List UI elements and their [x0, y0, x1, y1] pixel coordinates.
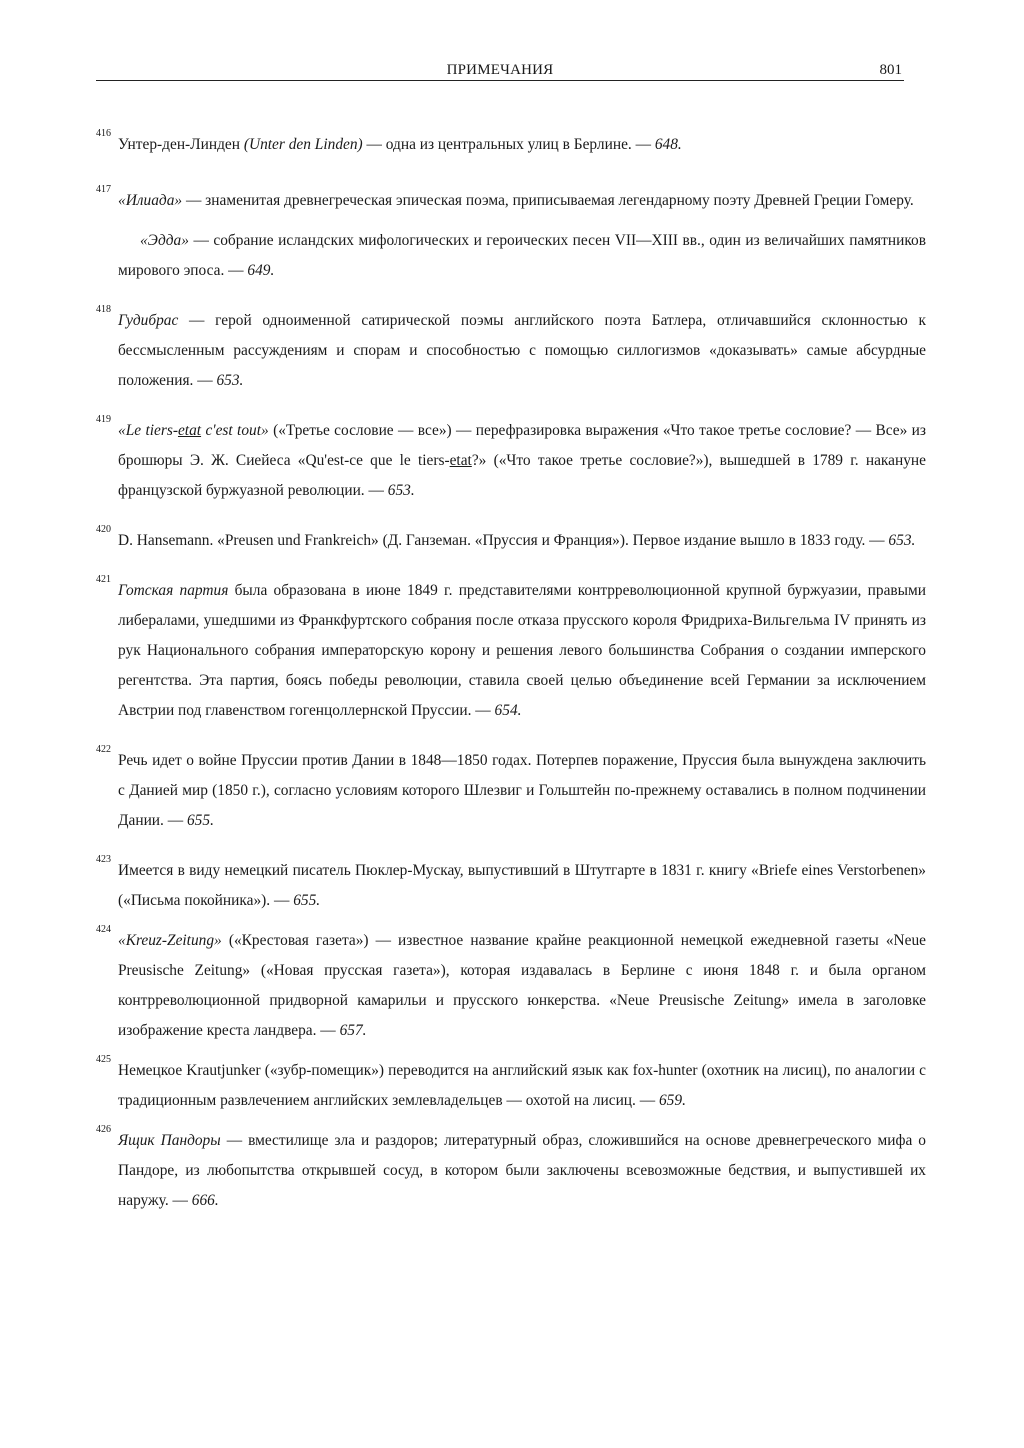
note-419 [96, 416, 926, 506]
page-reference: 653. [216, 372, 244, 389]
note-text-paragraph-2 [118, 226, 926, 286]
note-420 [96, 526, 926, 556]
page-reference: 666. [191, 1192, 219, 1209]
italic-term: «Le tiers- [118, 422, 178, 439]
italic-term: (Unter den Linden) [243, 136, 363, 153]
text-run: — герой одноименной сатирической поэмы английского поэта Батлера, отличавшийся склонностью к бессмысленным рассуждениям и спорам и способностью с помощью силлогизмов «доказывать» самые абсурдные положения. — [118, 312, 926, 389]
note-425 [96, 1056, 926, 1116]
page-reference: 655. [186, 812, 214, 829]
note-417 [96, 186, 926, 286]
note-number: 417 [96, 184, 111, 195]
italic-term: «Kreuz-Zeitung» [118, 932, 222, 949]
page-reference: 653. [387, 482, 415, 499]
note-text [118, 576, 926, 726]
note-number: 416 [96, 128, 111, 139]
running-header [96, 60, 904, 81]
italic-term: etat [177, 422, 202, 439]
note-number: 426 [96, 1124, 111, 1135]
text-run: Немецкое Krautjunker («зубр-помещик») переводится на английский язык как fox-hunter (охотник на лисиц), по аналогии с традиционным развлечением английских землевладельцев — охотой на лисиц. — [118, 1062, 926, 1109]
italic-term: Ящик Пандоры [118, 1132, 221, 1149]
page-reference: 653. [888, 532, 916, 549]
page-reference: 655. [293, 892, 321, 909]
note-text [118, 926, 926, 1046]
header-title: ПРИМЕЧАНИЯ [446, 62, 554, 78]
text-run: Имеется в виду немецкий писатель Пюклер-Мускау, выпустивший в Штутгарте в 1831 г. книгу «Briefe eines Verstorbenen» («Письма покойника»). — [118, 862, 926, 909]
italic-term: «Илиада» [118, 192, 183, 209]
note-423 [96, 856, 926, 916]
text-run: («Крестовая газета») — известное название крайне реакционной немецкой ежедневной газеты «Neue Preusische Zeitung» («Новая прусская газета»), которая издавалась в Берлине с июня 1848 г. и была органом контрреволюционной придворной камарильи и прусского юнкерства. «Neue Preusische Zeitung» имела в заголовке изображение креста ландвера. — [118, 932, 926, 1039]
note-text [118, 306, 926, 396]
text-run: — собрание исландских мифологических и героических песен VII—XIII вв., один из величайших памятников мирового эпоса. — [118, 232, 926, 279]
text-run: («Третье сословие — все») — перефразировка выражения «Что такое третье сословие? — Все» из брошюры Э. Ж. Сиейеса «Qu'est-ce que le tiers- [118, 422, 926, 469]
page-number: 801 [879, 62, 902, 78]
italic-term: «Эдда» [140, 232, 189, 249]
text-run: — вместилище зла и раздоров; литературный образ, сложившийся на основе древнегреческого мифа о Пандоре, из любопытства открывшей сосуд, в котором были заключены всевозможные бедствия, и выпустившей их наружу. — [118, 1132, 926, 1209]
page-reference: 659. [658, 1092, 686, 1109]
note-text [118, 526, 926, 556]
text-run: — знаменитая древнегреческая эпическая поэма, приписываемая легендарному поэту Древней Греции Гомеру. [182, 192, 914, 209]
text-run: etat [449, 452, 472, 469]
page-reference: 648. [654, 136, 682, 153]
note-text [118, 1056, 926, 1116]
note-426 [96, 1126, 926, 1216]
note-text [118, 130, 926, 160]
note-text [118, 1126, 926, 1216]
note-421 [96, 576, 926, 726]
note-number: 425 [96, 1054, 111, 1065]
text-run: ?» («Что такое третье сословие?»), вышедшей в 1789 г. накануне французской буржуазной революции. — [118, 452, 926, 499]
note-424 [96, 926, 926, 1046]
note-number: 421 [96, 574, 111, 585]
note-number: 422 [96, 744, 111, 755]
italic-term: c'est tout» [201, 422, 269, 439]
note-text [118, 186, 926, 216]
text-run: D. Hansemann. «Preusen und Frankreich» (Д. Ганземан. «Пруссия и Франция»). Первое издание вышло в 1833 году. — [118, 532, 889, 549]
text-run: была образована в июне 1849 г. представителями контрреволюционной крупной буржуазии, правыми либералами, ушедшими из Франкфуртского собрания после отказа прусского короля Фридриха-Вильгельма IV принять из рук Национального собрания императорскую корону и решения левого большинства Собрания о создании имперского регентства. Эта партия, боясь победы революции, ставила своей целью объединение всей Германии за исключением Австрии под главенством гогенцоллернской Пруссии. — [118, 582, 926, 719]
italic-term: Гудибрас [118, 312, 179, 329]
notes-list [96, 130, 926, 1216]
text-run: Унтер-ден-Линден [118, 136, 244, 153]
page-reference: 649. [247, 262, 275, 279]
note-number: 418 [96, 304, 111, 315]
note-416 [96, 130, 926, 160]
text-run: Речь идет о войне Пруссии против Дании в 1848—1850 годах. Потерпев поражение, Пруссия была вынуждена заключить с Данией мир (1850 г.), согласно условиям которого Шлезвиг и Гольштейн по-прежнему оставались в полном подчинении Дании. — [118, 752, 926, 829]
italic-term: Готская партия [118, 582, 229, 599]
note-text [118, 856, 926, 916]
note-number: 423 [96, 854, 111, 865]
note-422 [96, 746, 926, 836]
note-418 [96, 306, 926, 396]
note-text [118, 746, 926, 836]
note-text [118, 416, 926, 506]
note-number: 419 [96, 414, 111, 425]
page-reference: 657. [339, 1022, 367, 1039]
note-number: 424 [96, 924, 111, 935]
text-run: — одна из центральных улиц в Берлине. — [362, 136, 655, 153]
note-number: 420 [96, 524, 111, 535]
page-reference: 654. [494, 702, 522, 719]
